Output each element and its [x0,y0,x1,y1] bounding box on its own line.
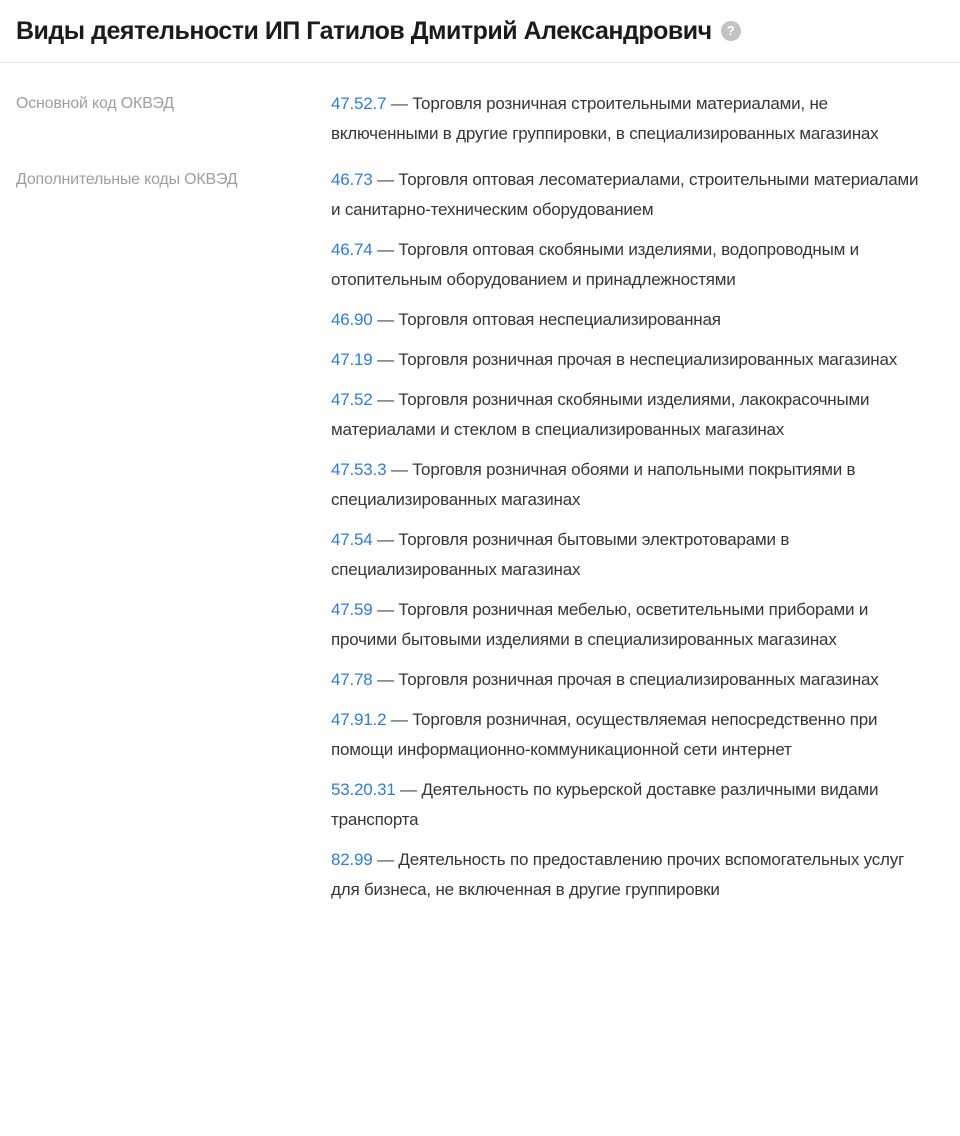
okved-code-link[interactable]: 46.74 [331,240,373,259]
dash-separator: — [377,350,394,369]
okved-code-link[interactable]: 53.20.31 [331,780,396,799]
okved-description: Деятельность по предоставлению прочих вспомогательных услуг для бизнеса, не включенная в другие группировки [331,850,905,899]
okved-description: Торговля оптовая неспециализированная [398,310,721,329]
okved-item [331,385,919,445]
additional-okved-section [16,165,920,905]
okved-description: Торговля розничная прочая в специализированных магазинах [398,670,879,689]
okved-code-link[interactable]: 82.99 [331,850,373,869]
okved-code-link[interactable]: 47.91.2 [331,710,387,729]
okved-code-link[interactable]: 47.78 [331,670,373,689]
dash-separator: — [377,240,394,259]
dash-separator: — [390,710,408,729]
okved-description: Торговля розничная обоями и напольными покрытиями в специализированных магазинах [331,460,856,509]
main-okved-label: Основной код ОКВЭД [16,95,174,112]
header-divider [0,62,960,63]
okved-item [331,165,919,225]
okved-item [331,455,919,515]
okved-description: Торговля оптовая лесоматериалами, строительными материалами и санитарно-техническим оборудованием [331,170,919,219]
okved-description: Деятельность по курьерской доставке различными видами транспорта [331,780,879,829]
dash-separator: — [377,600,394,619]
okved-item [331,595,919,655]
page-title-text: Виды деятельности ИП Гатилов Дмитрий Александрович [16,17,712,45]
okved-description: Торговля розничная, осуществляемая непосредственно при помощи информационно-коммуникационной сети интернет [331,710,878,759]
okved-item [331,345,919,375]
dash-separator: — [390,460,408,479]
okved-code-link[interactable]: 47.52.7 [331,94,387,113]
dash-separator: — [377,170,394,189]
okved-code-link[interactable]: 47.52 [331,390,373,409]
dash-separator: — [377,390,394,409]
okved-item [331,525,919,585]
dash-separator: — [377,530,394,549]
okved-item [331,665,919,695]
okved-item [331,775,919,835]
additional-okved-list [331,165,919,905]
dash-separator: — [377,310,394,329]
okved-code-link[interactable]: 47.59 [331,600,373,619]
dash-separator: — [400,780,417,799]
okved-code-link[interactable]: 47.19 [331,350,373,369]
help-icon[interactable]: ? [721,21,741,41]
okved-item [331,845,919,905]
okved-description: Торговля розничная прочая в неспециализированных магазинах [398,350,898,369]
page-title [16,16,944,46]
page-header [0,0,960,46]
okved-code-link[interactable]: 47.54 [331,530,373,549]
okved-description: Торговля розничная бытовыми электротоварами в специализированных магазинах [331,530,790,579]
okved-item [331,305,919,335]
okved-description: Торговля розничная скобяными изделиями, лакокрасочными материалами и стеклом в специализированных магазинах [331,390,870,439]
okved-description: Торговля розничная строительными материалами, не включенными в другие группировки, в специализированных магазинах [331,94,879,143]
dash-separator: — [377,850,394,869]
okved-item [331,89,919,149]
dash-separator: — [377,670,394,689]
okved-content [0,89,960,931]
okved-description: Торговля розничная мебелью, осветительными приборами и прочими бытовыми изделиями в специализированных магазинах [331,600,869,649]
okved-code-link[interactable]: 46.73 [331,170,373,189]
main-okved-list [331,89,919,149]
main-okved-section [16,89,920,149]
dash-separator: — [390,94,408,113]
okved-description: Торговля оптовая скобяными изделиями, водопроводным и отопительным оборудованием и принадлежностями [331,240,859,289]
okved-code-link[interactable]: 46.90 [331,310,373,329]
additional-okved-label: Дополнительные коды ОКВЭД [16,171,238,188]
okved-item [331,235,919,295]
okved-code-link[interactable]: 47.53.3 [331,460,387,479]
okved-item [331,705,919,765]
